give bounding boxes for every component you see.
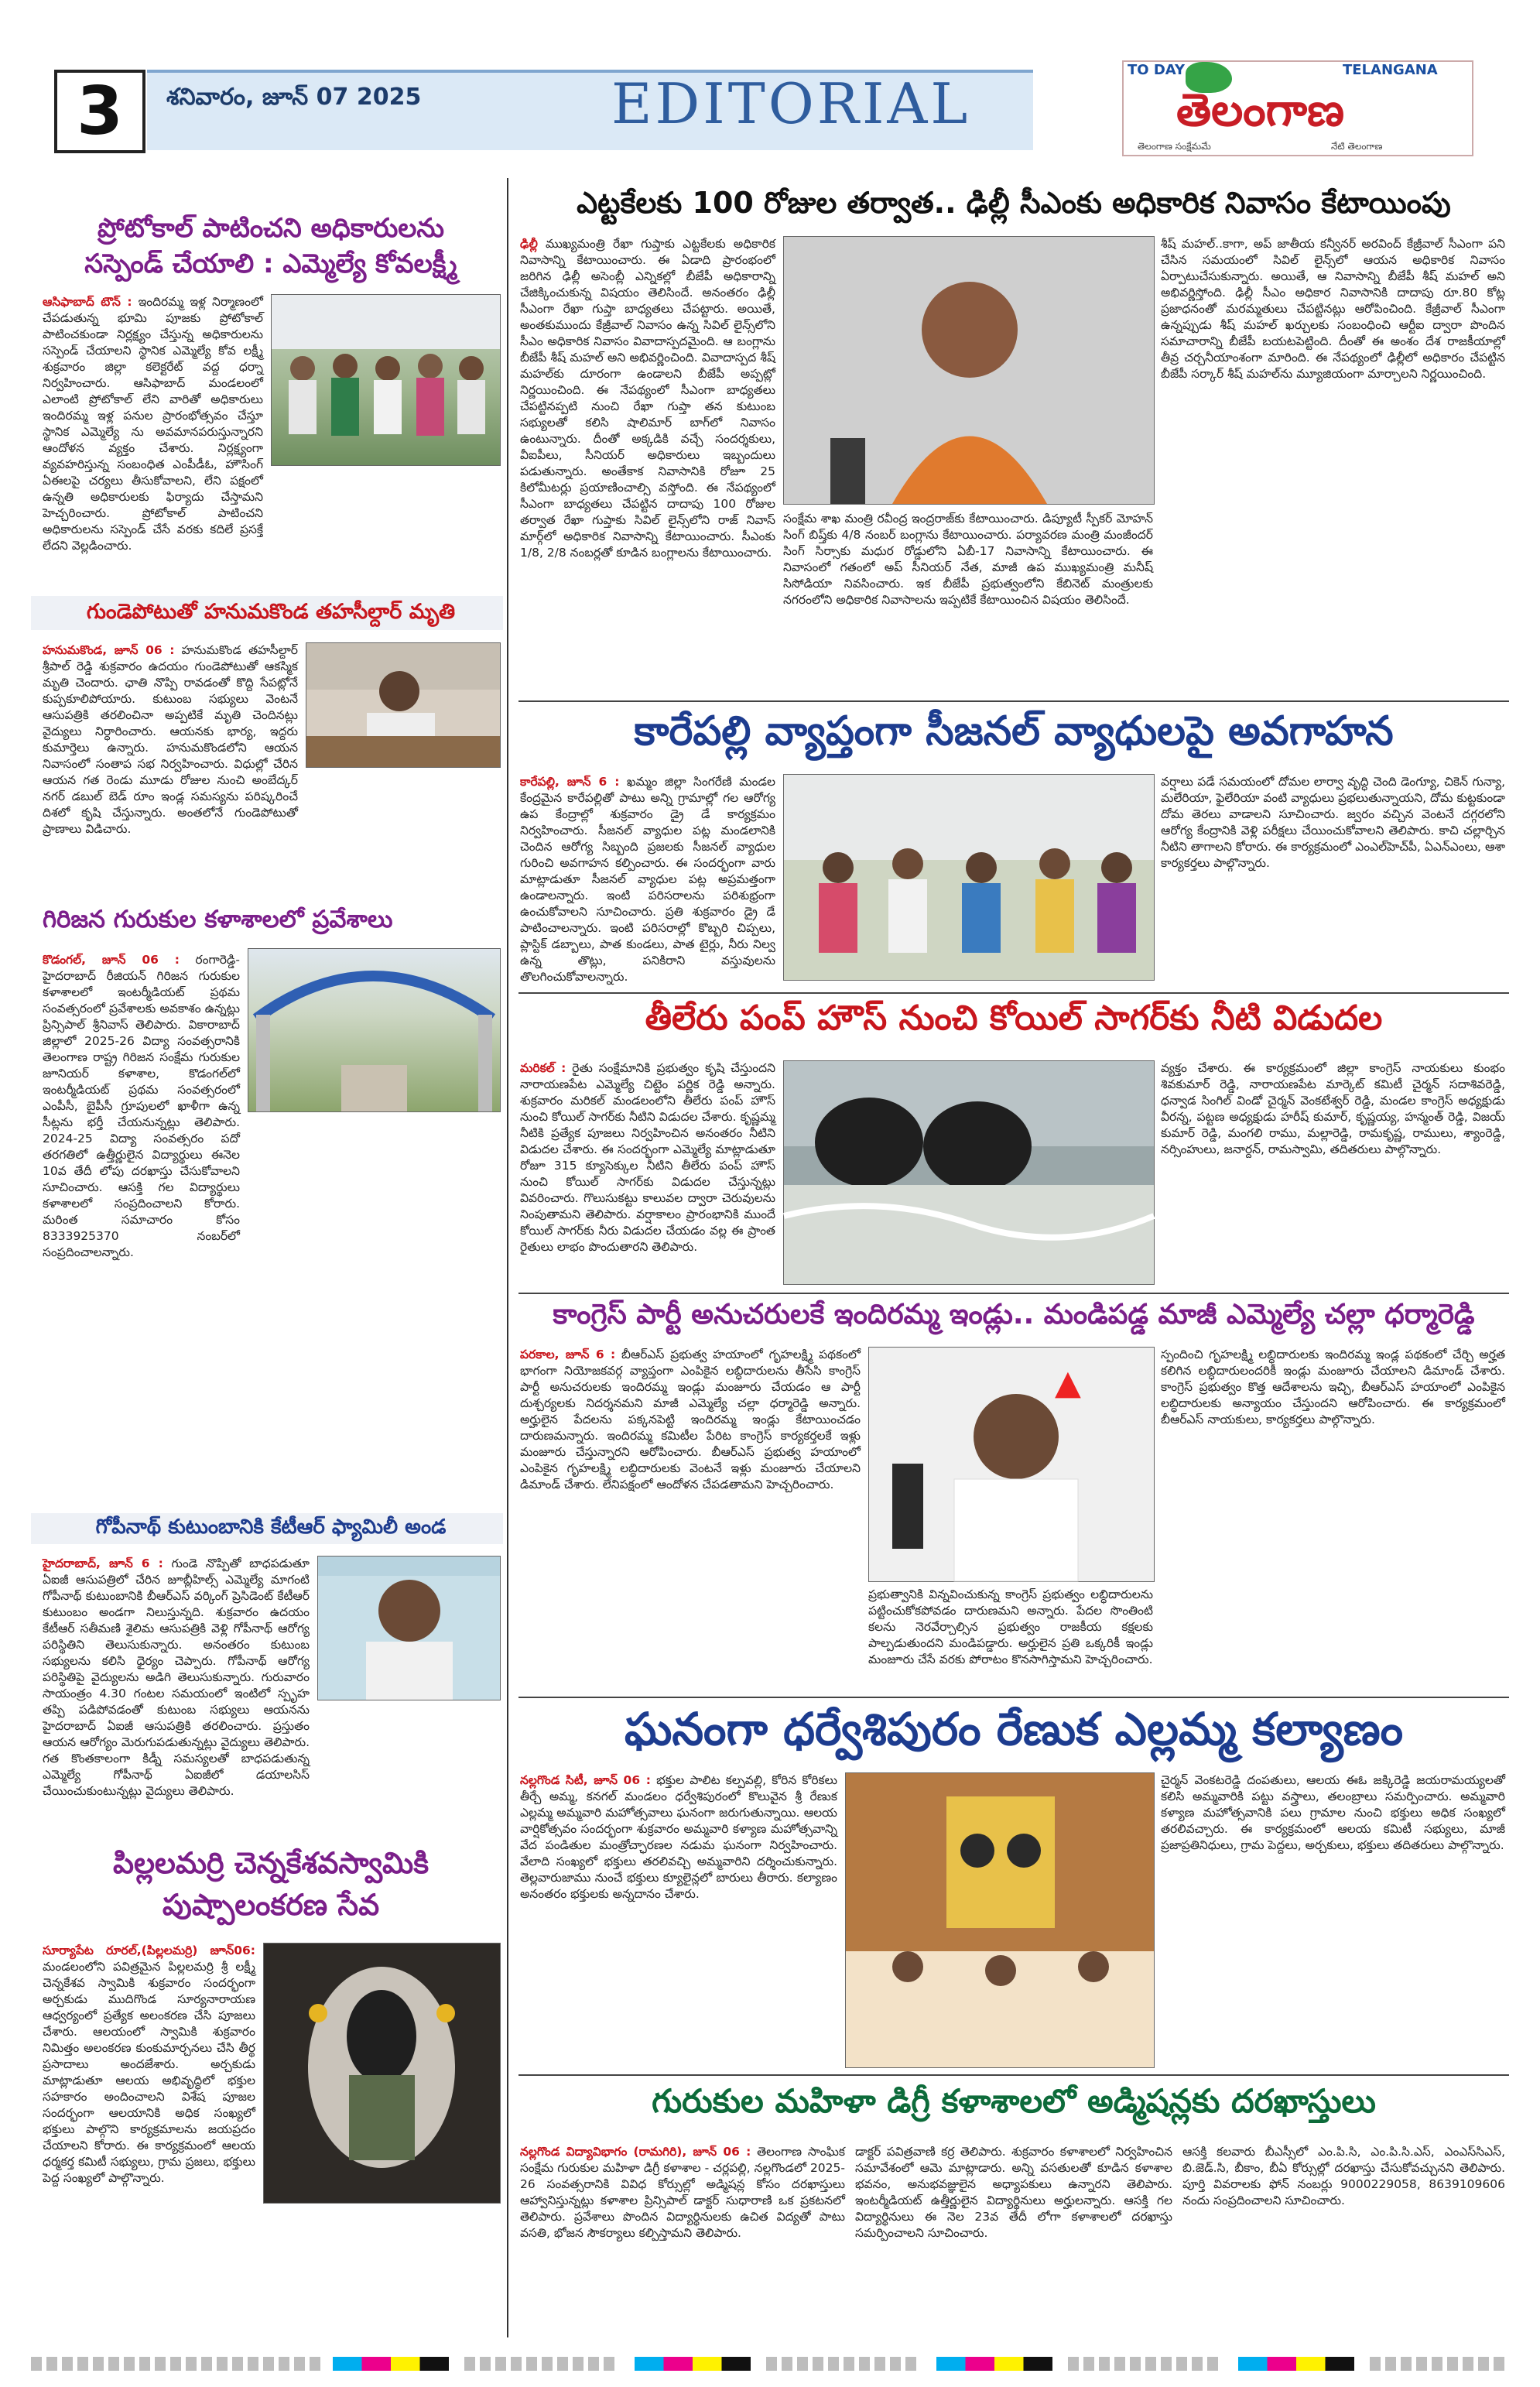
section-rule — [518, 2074, 1509, 2076]
gray-bar — [1370, 2357, 1509, 2371]
gopinath-photo — [317, 1556, 501, 1700]
photo-group — [784, 775, 1154, 980]
article-body-right — [1161, 1772, 1505, 2067]
kalyanam-photo — [845, 1772, 1155, 2068]
logo-name: తెలంగాణ — [1176, 84, 1344, 136]
deity-photo — [263, 1943, 501, 2204]
dateline: మరికల్ : — [520, 1061, 566, 1075]
article-headline: ఘనంగా ధర్వేశిపురం రేణుక ఎల్లమ్మ కల్యాణం — [624, 1703, 1404, 1755]
article-headline: కారేపల్లి వ్యాప్తంగా సీజనల్ వ్యాధులపై అవగాహన — [634, 708, 1394, 755]
article-text: రైతు సంక్షేమానికి ప్రభుత్వం కృషి చేస్తుందని నారాయణపేట ఎమ్మెల్యే చిట్టెం పర్ణిక రెడ్డి అన్నారు. శుక్రవారం మరికల్ మండలంలోని తీలేరు పంప్ హౌస్ నుంచి కోయిల్ సాగర్‌కు నీటిని విడుదల చేశారు. కృష్ణమ్మ నీటికి ప్రత్యేక పూజలు నిర్వహించిన అనంతరం నీటిని విడుదల చేశారు. ఈ సందర్భంగా ఎమ్మెల్యే మాట్లాడుతూ రోజూ 315 క్యూసెక్కుల నీటిని తీలేరు పంప్ హౌస్ నుంచి కోయిల్ సాగర్‌కు విడుదల చేస్తున్నట్లు వివరించారు. గొలుసుకట్టు కాలువల ద్వారా చెరువులను నింపుతామని తెలిపారు. వర్షాకాలం ప్రారంభానికి ముందే కోయిల్ సాగర్‌కు నీరు విడుదల చేయడం వల్ల ఈ ప్రాంత రైతులు లాభం పొందుతారని తెలిపారు. — [520, 1061, 775, 1254]
headline-line-2: పుష్పాలంకరణ సేవ — [162, 1888, 380, 1922]
article-headline: గుండెపోటుతో హనుమకొండ తహసీల్దార్ మృతి — [86, 600, 456, 624]
article-text: ముఖ్యమంత్రి రేఖా గుప్తాకు ఎట్టకేలకు అధికారిక నివాసాన్ని కేటాయించారు. ఈ ఏడాది ప్రారంభంలో జరిగిన ఢిల్లీ అసెంబ్లీ ఎన్నికల్లో బీజేపీ అధికారాన్ని చేజిక్కించుకున్న విషయం తెలిసిందే. అనంతరం ఢిల్లీ సీఎంగా రేఖా గుప్తా బాధ్యతలు చేపట్టారు. అయితే, అంతకుముందు కేజ్రీవాల్ నివాసం ఉన్న సివిల్ లైన్స్‌లోని సీఎం అధికారిక నివాసం వివాదాస్పదమైంది. ఆ బంగ్లాను బీజేపీ శీష్ మహల్ అని అభివర్ణించింది. వివాదాస్పద శీష్ మహల్‌కు దూరంగా ఉండాలని బీజేపీ అప్పట్లో నిర్ణయించింది. ఈ నేపథ్యంలో సీఎంగా బాధ్యతలు చేపట్టినప్పటి నుంచి రేఖా గుప్తా తన కుటుంబ సభ్యులతో కలిసి షాలిమార్ బాగ్‌లో నివాసం ఉంటున్నారు. దీంతో అక్కడికి వచ్చే సందర్శకులు, వీఐపీలు, సీనియర్ అధికారులు ఇబ్బందులు పడుతున్నారు. అంతేకాక నివాసానికి రోజూ 25 కిలోమీటర్లు ప్రయాణించాల్సి వస్తోంది. ఈ నేపథ్యంలో సీఎంగా బాధ్యతలు చేపట్టిన దాదాపు 100 రోజుల తర్వాత రేఖా గుప్తాకు సివిల్ లైన్స్‌లోని రాజ్ నివాస్ మార్గ్‌లో అధికారిక నివాసాన్ని కేటాయించారు. సీఎంకు 1/8, 2/8 నంబర్లతో కూడిన బంగ్లాలను కేటాయించారు. — [520, 237, 775, 560]
logo-top-right: TELANGANA — [1343, 62, 1438, 78]
article-text: ఖమ్మం జిల్లా సింగరేణి మండల కేంద్రమైన కారేపల్లితో పాటు అన్ని గ్రామాల్లో గల ఆరోగ్య ఉప కేంద్రాల్లో శుక్రవారం డ్రై డే కార్యక్రమం నిర్వహించారు. సీజనల్ వ్యాధుల పట్ల మండలానికి చెందిన ఆరోగ్య సిబ్బంది ప్రజలకు సీజనల్ వ్యాధుల గురించి అవగాహన కల్పించారు. ఈ సందర్భంగా వారు మాట్లాడుతూ సీజనల్ వ్యాధుల పట్ల అప్రమత్తంగా ఉండాలన్నారు. ఇంటి పరిసరాలను పరిశుభ్రంగా ఉంచుకోవాలని సూచించారు. ప్రతి శుక్రవారం డ్రై డే పాటించాలన్నారు. ఇంటి పరిసరాల్లో కొబ్బరి చిప్పలు, ప్లాస్టిక్ డబ్బాలు, పాత కుండలు, పాత టైర్లు, నీరు నిల్వ ఉన్న తొట్లు, పనికిరాని వస్తువులను తొలగించుకోవాలన్నారు. — [520, 775, 775, 984]
dateline: హనుమకొండ, జూన్ 06 : — [43, 643, 175, 657]
article-body — [520, 1347, 861, 1687]
issue-date: శనివారం, జూన్ 07 2025 — [166, 84, 422, 111]
gray-bar — [1068, 2357, 1223, 2371]
article-body — [43, 1943, 255, 2345]
column-divider — [507, 178, 508, 2337]
article-body-middle — [855, 2144, 1172, 2345]
article-headline: ఎట్టకేలకు 100 రోజుల తర్వాత.. ఢిల్లీ సీఎంకు అధికారిక నివాసం కేటాయింపు — [577, 186, 1451, 220]
article-body — [43, 642, 298, 841]
article-text: ప్రభుత్వానికి విన్నవించుకున్న కాంగ్రెస్ ప్రభుత్వం లబ్ధిదారులను పట్టించుకోకపోవడం దారుణమని అన్నారు. పేదల సొంతింటి కలను నెరవేర్చాల్సిన ప్రభుత్వం రాజకీయ కక్షలకు పాల్పడుతుందని మండిపడ్డారు. అర్హులైన ప్రతి ఒక్కరికీ ఇండ్లు మంజూరు చేసే వరకు పోరాటం కొనసాగిస్తామని హెచ్చరించారు. — [868, 1587, 1153, 1666]
article-body — [520, 1772, 837, 2067]
color-registration-strip — [31, 2357, 1509, 2371]
article-text: భక్తుల పాలిట కల్పవల్లి, కోరిన కోరికలు తీర్చే అమ్మ, కనగల్ మండలం ధర్వేశిపురంలో కొలువైన శ్రీ రేణుక ఎల్లమ్మ అమ్మవారి మహోత్సవాలు ఘనంగా జరుగుతున్నాయి. ఆలయ వార్షికోత్సవం సందర్భంగా శుక్రవారం అమ్మవారి కళ్యాణ మహోత్సవాన్ని వేద పండితుల మంత్రోచ్ఛారణల నడుమ ఘనంగా నిర్వహించారు. వేలాది సంఖ్యలో భక్తులు తరలివచ్చి అమ్మవారిని దర్శించుకున్నారు. తెల్లవారుజాము నుంచే భక్తులు క్యూలైన్లలో బారులు తీరారు. కల్యాణం అనంతరం భక్తులకు అన్నదానం చేశారు. — [520, 1773, 837, 1901]
photo-portrait — [869, 1348, 1154, 1581]
article-text: మండలంలోని పవిత్రమైన పిల్లలమర్రి శ్రీ లక్ష్మీ చెన్నకేశవ స్వామికి శుక్రవారం సందర్భంగా అర్చకుడు ముదిగొండ సూర్యనారాయణ ఆధ్వర్యంలో ప్రత్యేక అలంకరణ చేసి పూజలు చేశారు. ఆలయంలో స్వామికి శుక్రవారం నిమిత్తం అలంకరణ కుంకుమార్చనలు చేసి తీర్థ ప్రసాదాలు అందజేశారు. అర్చకుడు మాట్లాడుతూ ఆలయ అభివృద్ధిలో భక్తుల సహకారం అందించాలని విశేష పూజల సందర్భంగా ఆలయానికి అధిక సంఖ్యలో భక్తులు పాల్గొని కార్యక్రమాలను జయప్రదం చేయాలని కోరారు. ఈ కార్యక్రమంలో ఆలయ ధర్మకర్త కమిటీ సభ్యులు, గ్రామ ప్రజలు, భక్తులు పెద్ద సంఖ్యలో పాల్గొన్నారు. — [43, 1960, 255, 2185]
pump-house-photo — [783, 1060, 1155, 1285]
logo-sub-left: తెలంగాణ సంక్షేమమే — [1138, 141, 1211, 152]
article-text: హనుమకొండ తహసీల్దార్ శ్రీపాల్ రెడ్డి శుక్రవారం ఉదయం గుండెపోటుతో ఆకస్మిక మృతి చెందారు. ఛాతి నొప్పి రావడంతో కొద్ది సేపట్లోనే కుప్పకూలిపోయారు. కుటుంబ సభ్యులు వెంటనే ఆసుపత్రికి తరలించినా అప్పటికే మృతి చెందినట్లు వైద్యులు నిర్ధారించారు. ఆయనకు భార్య, ఇద్దరు కుమార్తెలు ఉన్నారు. హనుమకొండలోని ఆయన నివాసంలో సంతాప సభ నిర్వహించారు. విధుల్లో చేరిన ఆయన గత రెండు మూడు రోజుల నుంచి అంబేద్కర్ నగర్ డబుల్ బెడ్ రూం ఇండ్ల సమస్యను పరిష్కరించే దిశలో కృషి చేస్తున్నారు. అంతలోనే గుండెపోటుతో ప్రాణాలు విడిచారు. — [43, 643, 298, 836]
dateline: సూర్యాపేట రూరల్,(పిల్లలమర్రి) జూన్06: — [43, 1944, 255, 1957]
protest-photo — [271, 294, 501, 466]
article-text: వర్షాలు పడే సమయంలో దోమల లార్వా వృద్ధి చెంది డెంగ్యూ, చికెన్ గున్యా, మలేరియా, ఫైలేరియా వంటి వ్యాధులు ప్రభలుతున్నాయని, దోమ కుట్టకుండా దోమ తెరలు వాడాలని సూచించారు. జ్వరం వచ్చిన వెంటనే దగ్గరలోని ఆరోగ్య కేంద్రానికి వెళ్లి పరీక్షలు చేయించుకోవాలని తెలిపారు. కాచి చల్లార్చిన నీటిని తాగాలని కోరారు. ఈ కార్యక్రమంలో ఎంఎల్‌హెచ్‌పీ, ఏఎన్ఎంలు, ఆశా కార్యకర్తలు పాల్గొన్నారు. — [1161, 775, 1505, 870]
article-body-continued — [868, 1587, 1153, 1687]
article-body-continued — [783, 511, 1153, 690]
article-headline: కాంగ్రెస్ పార్టీ అనుచరులకే ఇందిరమ్మ ఇండ్లు.. మండిపడ్డ మాజీ ఎమ్మెల్యే చల్లా ధర్మారెడ్డి — [553, 1299, 1475, 1330]
gray-bar — [766, 2357, 921, 2371]
dateline: నల్లగొండ సిటీ, జూన్ 06 : — [520, 1773, 651, 1787]
rekha-gupta-photo — [783, 236, 1155, 505]
photo-figure — [306, 643, 500, 767]
article-text: డాక్టర్ పవిత్రవాణి కర్ర తెలిపారు. శుక్రవారం కళాశాలలో నిర్వహించిన సమావేశంలో ఆమె మాట్లాడారు. అన్ని వసతులతో కూడిన కళాశాల భవనం, అనుభవజ్ఞులైన అధ్యాపకులు ఉన్నారని తెలిపారు. ఇంటర్మీడియట్ ఉత్తీర్ణులైన విద్యార్థినులు అర్హులన్నారు. ఆసక్తి గల విద్యార్థినులు ఈ నెల 23వ తేదీ లోగా కళాశాలలో దరఖాస్తు సమర్పించాలని సూచించారు. — [855, 2145, 1172, 2240]
logo-top-left: TO DAY — [1128, 62, 1186, 78]
dateline: పరకాల, జూన్ 6 : — [520, 1348, 616, 1361]
article-headline: తీలేరు పంప్ హౌస్ నుంచి కోయిల్ సాగర్‌కు నీటి విడుదల — [645, 998, 1383, 1038]
article-body-right — [1182, 2144, 1505, 2345]
dateline: కొడంగల్, జూన్ 06 : — [43, 953, 180, 967]
cmyk-bar — [936, 2357, 1052, 2371]
banner-mark: ▲ — [1055, 1363, 1081, 1402]
headline-line-1: ప్రోటోకాల్ పాటించని అధికారులను — [98, 213, 444, 244]
cmyk-bar — [635, 2357, 751, 2371]
article-text: స్పందించి గృహలక్ష్మి లబ్ధిదారులకు ఇందిరమ్మ ఇండ్ల పథకంలో చేర్చి అర్హత కలిగిన లబ్ధిదారులందరికీ ఇండ్లు మంజూరు చేయాలని డిమాండ్ చేశారు. కాంగ్రెస్ ప్రభుత్వం కొత్త ఆదేశాలను ఇచ్చి, బీఆర్ఎస్ హయాంలో ఎంపికైన లబ్ధిదారులకు అన్యాయం చేస్తుందని ఆరోపించారు. ఈ కార్యక్రమంలో బీఆర్ఎస్ నాయకులు, కార్యకర్తలు పాల్గొన్నారు. — [1161, 1348, 1505, 1426]
article-body — [520, 1060, 775, 1285]
section-rule — [518, 992, 1509, 994]
article-text: తెలంగాణ సాంఘిక సంక్షేమ గురుకుల మహిళా డిగ్రీ కళాశాల - చర్లపల్లి, నల్లగొండలో 2025-26 సంవత్సరానికి వివిధ కోర్సుల్లో అడ్మిషన్ల కోసం దరఖాస్తులు ఆహ్వానిస్తున్నట్లు కళాశాల ప్రిన్సిపాల్ డాక్టర్ సుధారాణి ఒక ప్రకటనలో తెలిపారు. ప్రవేశాలు పొందిన విద్యార్థినులకు ఉచిత విద్యతో పాటు వసతి, భోజన సౌకర్యాలు కల్పిస్తామని తెలిపారు. — [520, 2145, 845, 2240]
dateline: నల్లగొండ విద్యావిభాగం (రామగిరి), జూన్ 06 : — [520, 2145, 751, 2159]
section-rule — [518, 700, 1509, 702]
article-text: బీఆర్ఎస్ ప్రభుత్వ హయాంలో గృహలక్ష్మి పథకంలో భాగంగా నియోజకవర్గ వ్యాప్తంగా ఎంపికైన లబ్ధిదారులను తీసేసి కాంగ్రెస్ పార్టీ అనుచరులకు ఇందిరమ్మ ఇండ్లు మంజూరు చేయడం ఆ పార్టీ దుశ్చర్యలకు నిదర్శనమని మాజీ ఎమ్మెల్యే చల్లా ధర్మారెడ్డి అన్నారు. అర్హులైన పేదలను పక్కనపెట్టి ఇందిరమ్మ ఇండ్లు కేటాయించడం దారుణమన్నారు. ఇందిరమ్మ కమిటీల పేరిట కాంగ్రెస్ కార్యకర్తలకే ఇళ్లు మంజూరు చేస్తున్నారని ఆరోపించారు. బీఆర్ఎస్ ప్రభుత్వ హయాంలో ఎంపికైన గృహలక్ష్మి లబ్ధిదారులకు వెంటనే ఇళ్లు మంజూరు చేయాలని డిమాండ్ చేశారు. లేనిపక్షంలో ఆందోళన చేపడతామని హెచ్చరించారు. — [520, 1348, 861, 1491]
article-body — [520, 2144, 845, 2345]
dateline: ఆసిఫాబాద్ టౌన్ : — [43, 295, 132, 309]
article-headline: గోపీనాథ్ కుటుంబానికి కేటీఆర్ ఫ్యామిలీ అండ — [95, 1515, 447, 1539]
article-text: గుండె నొప్పితో బాధపడుతూ ఏఐజీ ఆసుపత్రిలో చేరిన జూబ్లీహిల్స్ ఎమ్మెల్యే మాగంటి గోపీనాథ్ కుటుంబానికి బీఆర్ఎస్ వర్కింగ్ ప్రెసిడెంట్ కేటీఆర్ కుటుంబం అండగా నిలుస్తున్నది. శుక్రవారం ఉదయం కేటీఆర్ సతీమణి శైలిమ ఆసుపత్రికి వెళ్లి గోపీనాథ్ ఆరోగ్య పరిస్థితిని తెలుసుకున్నారు. అనంతరం కుటుంబ సభ్యులను కలిసి ధైర్యం చెప్పారు. గోపీనాథ్ ఆరోగ్య పరిస్థితిపై వైద్యులను అడిగి తెలుసుకున్నారు. గురువారం సాయంత్రం 4.30 గంటల సమయంలో ఇంటిలో స్పృహ తప్పి పడిపోవడంతో కుటుంబ సభ్యులు ఆయనను హైదరాబాద్ ఏఐజీ ఆసుపత్రికి తరలించారు. ప్రస్తుతం ఆయన ఆరోగ్యం మెరుగుపడుతున్నట్లు వైద్యులు తెలిపారు. గత కొంతకాలంగా కిడ్నీ సమస్యలతో బాధపడుతున్న ఎమ్మెల్యే గోపీనాథ్ ఏఐజీలో డయాలసిస్ చేయించుకుంటున్నట్లు వైద్యులు తెలిపారు. — [43, 1557, 310, 1798]
section-rule — [518, 1293, 1509, 1294]
photo-idol — [264, 1944, 500, 2203]
article-body-right — [1161, 236, 1505, 691]
gray-bar — [31, 2357, 325, 2371]
cmyk-bar — [1238, 2357, 1354, 2371]
article-body — [43, 952, 240, 1259]
article-body — [43, 1556, 310, 1811]
photo-ceremony — [846, 1773, 1154, 2067]
article-text: వ్యక్తం చేశారు. ఈ కార్యక్రమంలో జిల్లా కాంగ్రెస్ నాయకులు కుంభం శివకుమార్ రెడ్డి, నారాయణపేట మార్కెట్ కమిటీ చైర్మన్ సదాశివరెడ్డి, ధన్వాడ సింగిల్ విండో చైర్మన్ వెంకటేశ్వర్ రెడ్డి, మండల కాంగ్రెస్ అధ్యక్షుడు వీరన్న, పట్టణ అధ్యక్షుడు హరీష్ కుమార్, కృష్ణయ్య, హన్మంత్ రెడ్డి, విజయ్ కుమార్ రెడ్డి, మంగలి రాము, మల్లారెడ్డి, రామకృష్ణ, రాములు, శ్యాంరెడ్డి, నర్సింహులు, జనార్దన్, రామస్వామి, తదితరులు పాల్గొన్నారు. — [1161, 1061, 1505, 1156]
article-headline: గురుకుల మహిళా డిగ్రీ కళాశాలలో అడ్మిషన్లకు దరఖాస్తులు — [652, 2082, 1376, 2120]
health-camp-photo — [783, 774, 1155, 981]
article-body-right — [1161, 1060, 1505, 1285]
photo-portrait — [784, 237, 1154, 504]
page-number: 3 — [54, 70, 145, 153]
article-text: రంగారెడ్డి-హైదరాబాద్ రీజియన్ గిరిజన గురుకుల కళాశాలలో ఇంటర్మీడియట్ ప్రథమ సంవత్సరంలో ప్రవేశాలకు అవకాశం ఉన్నట్లు ప్రిన్సిపాల్ శ్రీనివాస్ తెలిపారు. వికారాబాద్ జిల్లాలో 2025-26 విద్యా సంవత్సరానికి తెలంగాణ రాష్ట్ర గిరిజన సంక్షేమ గురుకుల జూనియర్ కళాశాల, కొడంగల్‌లో ఇంటర్మీడియట్ ప్రథమ సంవత్సరంలో ఎంపీసీ, బైపీసీ గ్రూపులలో ఖాళీగా ఉన్న సీట్లను భర్తీ చేయనున్నట్లు తెలిపారు. 2024-25 విద్యా సంవత్సరం పదో తరగతిలో ఉత్తీర్ణులైన విద్యార్థులు ఈనెల 10వ తేదీ లోపు దరఖాస్తు చేసుకోవాలని సూచించారు. ఆసక్తి గల విద్యార్థులు కళాశాలలో సంప్రదించాలని కోరారు. మరింత సమాచారం కోసం 8333925370 నంబర్‌లో సంప్రదించాలన్నారు. — [43, 953, 240, 1259]
photo-arch — [248, 949, 500, 1111]
article-body-right — [1161, 774, 1505, 983]
gray-bar — [464, 2357, 619, 2371]
article-text: చైర్మన్ వెంకటరెడ్డి దంపతులు, ఆలయ ఈఓ జక్కిరెడ్డి జయరామయ్యలతో కలిసి అమ్మవారికి పట్టు వస్త్రాలు, తలంబ్రాలు సమర్పించారు. అమ్మవారి కళ్యాణ మహోత్సవానికి పలు గ్రామాల నుంచి భక్తులు అధిక సంఖ్యలో తరలివచ్చారు. ఈ కార్యక్రమంలో ఆలయ కమిటీ సభ్యులు, మాజీ ప్రజాప్రతినిధులు, గ్రామ పెద్దలు, అర్చకులు, భక్తులు తదితరులు పాల్గొన్నారు. — [1161, 1773, 1505, 1852]
article-body — [43, 294, 263, 553]
dateline: కారేపల్లి, జూన్ 6 : — [520, 775, 620, 789]
article-body — [520, 236, 775, 691]
article-text: సంక్షేమ శాఖ మంత్రి రవీంద్ర ఇంద్రరాజ్‌కు కేటాయించారు. డిప్యూటీ స్పీకర్ మోహన్ సింగ్ బిష్త్‌కు 4/8 నంబర్ బంగ్లాను కేటాయించారు. పర్యావరణ మంత్రి మంజీందర్ సింగ్ సిర్సాకు మధుర రోడ్డులోని ఏబీ-17 నివాసాన్ని కేటాయించారు. ఈ నివాసంలో గతంలో అప్ సీనియర్ నేత, మాజీ ఉప ముఖ్యమంత్రి మనీష్ సిసోడియా నివసించారు. ఇక బీజేపీ ప్రభుత్వంలోని కేబినెట్ మంత్రులకు నగరంలోని అధికారిక నివాసాలను ఇప్పటికే కేటాయించిన విషయం తెలిసిందే. — [783, 512, 1153, 607]
tahsildar-photo — [306, 642, 501, 768]
article-text: ఇందిరమ్మ ఇళ్ల నిర్మాణంలో చేపడుతున్న భూమి పూజకు ప్రోటోకాల్ పాటించకుండా నిర్లక్ష్యం చేస్తున్న అధికారులను సస్పెండ్ చేయాలని స్థానిక ఎమ్మెల్యే కోవ లక్ష్మీ శుక్రవారం జిల్లా కలెక్టరేట్ వద్ద ధర్నా నిర్వహించారు. ఆసిఫాబాద్ మండలంలో ఎలాంటి ప్రోటోకాల్ లేని వారితో అధికారులు ఇందిరమ్మ ఇళ్ల పనుల ప్రారంభోత్సవం చేస్తూ స్థానిక ఎమ్మెల్యే ను అవమానపరుస్తున్నారని ఆందోళన వ్యక్తం చేశారు. నిర్లక్ష్యంగా వ్యవహరిస్తున్న సంబంధిత ఎంపీడీఓ, హౌసింగ్ ఏఈలపై చర్యలు తీసుకోవాలని, లేని పక్షంలో ఉన్నతి అధికారులకు ఫిర్యాదు చేస్తామని హెచ్చరించారు. ప్రోటోకాల్ పాటించని అధికారులను సస్పెండ్ చేసే వరకు కదిలే ప్రసక్తే లేదని వెల్లడించారు. — [43, 295, 263, 553]
cmyk-bar — [333, 2357, 449, 2371]
article-text: శీష్ మహల్..కాగా, అప్ జాతీయ కన్వీనర్ అరవింద్ కేజ్రీవాల్ సీఎంగా పని చేసిన సమయంలో సివిల్ లైన్స్‌లో ఆయన అధికారిక నివాసం ఏర్పాటుచేసుకున్నారు. అయితే, ఆ నివాసాన్ని బీజేపీ శీష్ మహల్ అని అభివర్ణిస్తోంది. ఢిల్లీ సీఎం అధికార నివాసానికి దాదాపు రూ.80 కోట్ల ప్రజాధనంతో మరమ్మతులు చేపట్టినట్లు ఆరోపించింది. కేజ్రీవాల్ సీఎంగా ఉన్నప్పుడు శీష్ మహల్ ఖర్చులకు సంబంధించి ఆర్టీఐ ద్వారా పొందిన సమాచారాన్ని బీజేపీ బయటపెట్టింది. దీంతో ఈ అంశం దేశ రాజకీయాల్లో తీవ్ర చర్చనీయాంశంగా మారింది. ఈ నేపథ్యంలో ఢిల్లీలో అధికారం చేపట్టిన బీజేపీ సర్కార్ శీష్ మహల్‌ను మ్యూజియంగా మార్చాలని నిర్ణయించింది. — [1161, 237, 1505, 381]
college-gate-photo — [248, 948, 501, 1112]
article-headline — [43, 211, 499, 282]
article-headline — [43, 1842, 499, 1926]
dateline: హైదరాబాద్, జూన్ 6 : — [43, 1557, 163, 1570]
logo-sub-right: నేటి తెలంగాణ — [1331, 141, 1383, 152]
article-body — [520, 774, 775, 983]
dateline: ఢిల్లీ — [520, 237, 538, 251]
article-text: ఆసక్తి కలవారు బీఎస్సీలో ఎం.పి.సి, ఎం.పి.సి.ఎస్, ఎంఎస్‌సిఎస్, బి.జెడ్.సి, బీకాం, బీఏ కోర్సుల్లో దరఖాస్తు చేసుకోవచ్చునని తెలిపారు. పూర్తి వివరాలకు ఫోన్ నంబర్లు 9000229058, 8639109606 నందు సంప్రదించాలని సూచించారు. — [1182, 2145, 1505, 2207]
headline-line-2: సస్పెండ్ చేయాలి : ఎమ్మెల్యే కోవలక్ష్మీ — [84, 248, 457, 279]
article-headline: గిరిజన గురుకుల కళాశాలలో ప్రవేశాలు — [43, 906, 393, 933]
photo-pipes — [784, 1061, 1154, 1284]
section-rule — [518, 1697, 1509, 1698]
photo-figures — [272, 295, 500, 465]
article-body-right — [1161, 1347, 1505, 1687]
section-title: EDITORIAL — [611, 71, 971, 136]
dharma-reddy-photo — [868, 1347, 1155, 1582]
photo-portrait — [318, 1557, 500, 1700]
headline-line-1: పిల్లలమర్రి చెన్నకేశవస్వామికి — [112, 1846, 429, 1880]
